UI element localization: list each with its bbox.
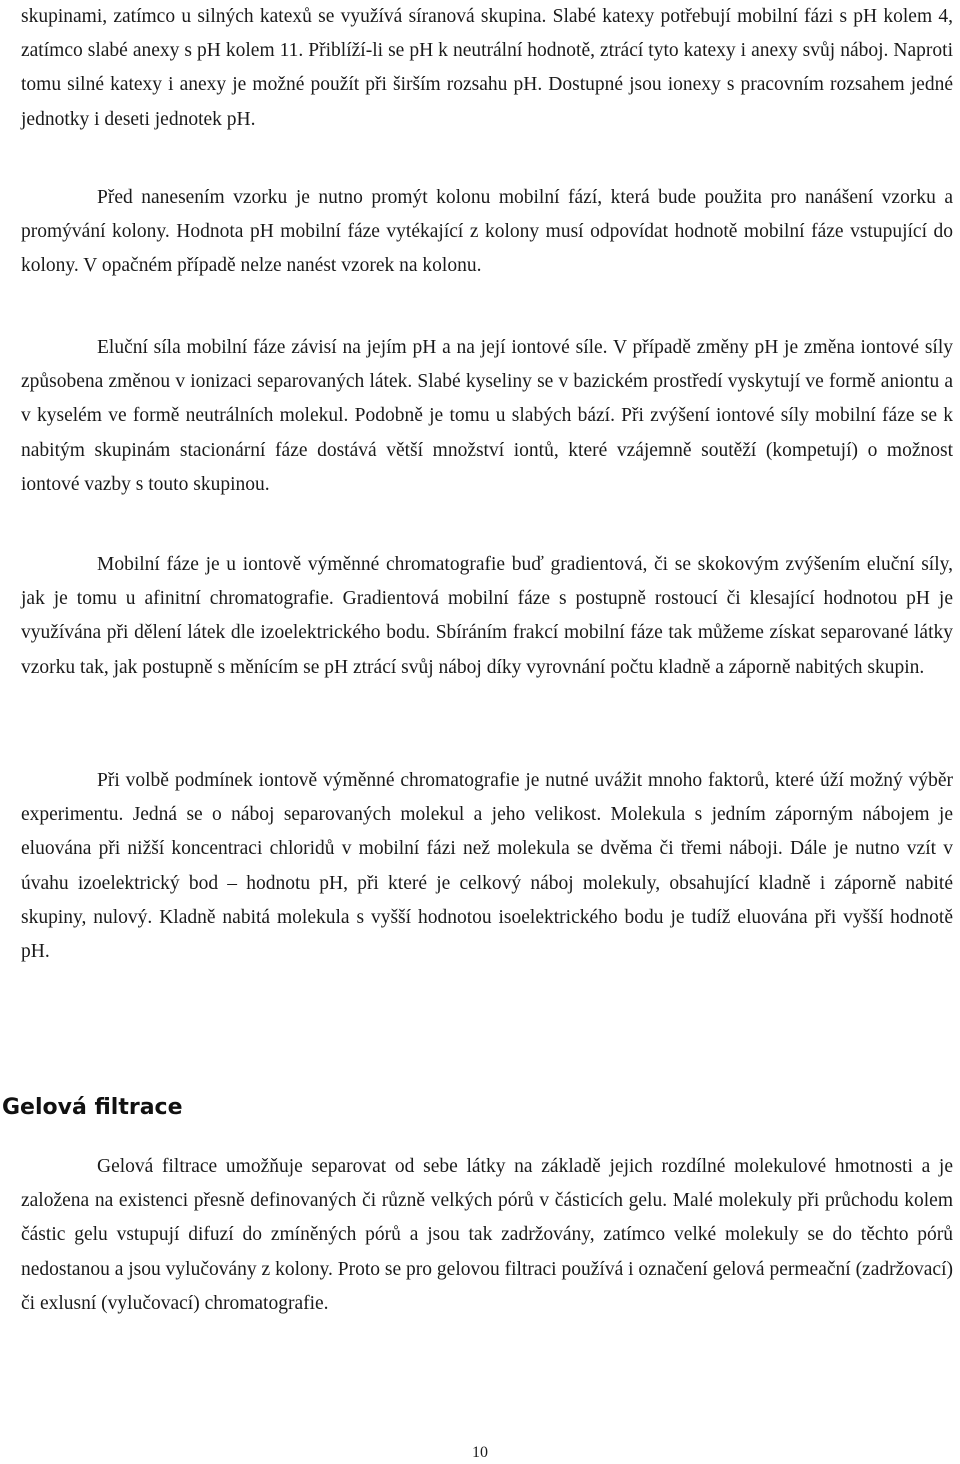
paragraph-gel-filtration: Gelová filtrace umožňuje separovat od sebe látky na základě jejich rozdílné molekulové hmotnosti a je založena na existenci přesně definovaných či různě velkých pórů v částicích gelu. Malé molekuly při průchodu kolem částic gelu vstupují difuzí do zmíněných pórů a jsou tak zadržovány, zatímco velké molekuly se do těchto pórů nedostanou a jsou vylučovány z kolony. Proto se pro gelovou filtraci používá i označení gelová permeační (zadržovací) či exlusní (vylučovací) chromatografie. (21, 1156, 953, 1314)
paragraph-ion-exchange-ph: skupinami, zatímco u silných katexů se využívá síranová skupina. Slabé katexy potřebují mobilní fázi s pH kolem 4, zatímco slabé anexy s pH kolem 11. Přiblíží-li se pH k neutrální hodnotě, ztrácí tyto katexy i anexy svůj náboj. Naproti tomu silné katexy i anexy je možné použít při širším rozsahu pH. Dostupné jsou ionexy s pracovním rozsahem jedné jednotky i deseti jednotek pH. (21, 6, 953, 130)
paragraph-elution-strength: Eluční síla mobilní fáze závisí na jejím pH a na její iontové síle. V případě změny pH je změna iontové síly způsobena změnou v ionizaci separovaných látek. Slabé kyseliny se v bazickém prostředí vyskytují ve formě aniontu a v kyselém ve formě neutrálních molekul. Podobně je tomu u slabých bází. Při zvýšení iontové síly mobilní fáze se k nabitým skupinám stacionární fáze dostává větší množství iontů, které vzájemně soutěží (kompetují) o možnost iontové vazby s touto skupinou. (21, 337, 953, 495)
section-heading: Gelová filtrace (2, 1095, 183, 1120)
page-number: 10 (472, 1444, 488, 1461)
paragraph-mobile-phase-gradient: Mobilní fáze je u iontově výměnné chromatografie buď gradientová, či se skokovým zvýšením eluční síly, jak je tomu u afinitní chromatografie. Gradientová mobilní fáze s postupně rostoucí či klesající hodnotou pH je využívána při dělení látek dle izoelektrického bodu. Sbíráním frakcí mobilní fáze tak můžeme získat separované látky vzorku tak, jak postupně s měnícím se pH ztrácí svůj náboj díky vyrovnání počtu kladně a záporně nabitých skupin. (21, 554, 953, 678)
paragraph-sample-loading: Před nanesením vzorku je nutno promýt kolonu mobilní fází, která bude použita pro nanášení vzorku a promývání kolony. Hodnota pH mobilní fáze vytékající z kolony musí odpovídat hodnotě mobilní fáze vstupující do kolony. V opačném případě nelze nanést vzorek na kolonu. (21, 187, 953, 277)
paragraph-condition-selection: Při volbě podmínek iontově výměnné chromatografie je nutné uvážit mnoho faktorů, které úží možný výběr experimentu. Jedná se o náboj separovaných molekul a jeho velikost. Molekula s jedním záporným nábojem je eluována při nižší koncentraci chloridů v mobilní fázi než molekula se dvěma či třemi náboji. Dále je nutno vzít v úvahu izoelektrický bod – hodnotu pH, při které je celkový náboj molekuly, obsahující kladně i záporně nabité skupiny, nulový. Kladně nabitá molekula s vyšší hodnotou isoelektrického bodu je tudíž eluována při vyšší hodnotě pH. (21, 770, 953, 963)
